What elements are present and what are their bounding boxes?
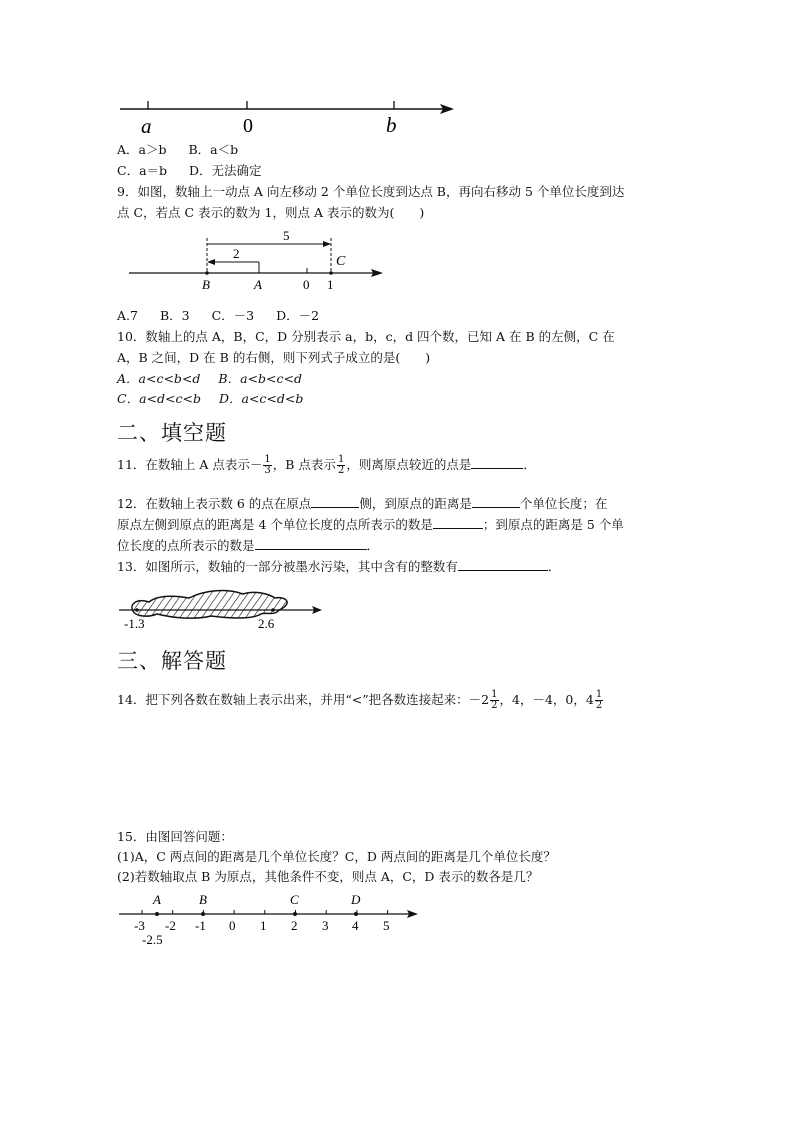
label-a: a: [141, 114, 152, 138]
tick-label: -2: [165, 918, 176, 933]
q11-line: [117, 455, 536, 476]
label-two: 2: [233, 246, 240, 261]
label-point-d: D: [351, 892, 361, 907]
label-b: b: [386, 113, 397, 137]
q8-option-b[interactable]: B．a＜b: [188, 142, 239, 157]
q10-options-row1: [117, 370, 302, 387]
q9-option-a[interactable]: A.7: [117, 308, 138, 323]
label-point-b: B: [202, 277, 210, 292]
q10-options-row2: [117, 390, 303, 407]
label-a-value: -2.5: [142, 932, 163, 947]
q10-line2: A，B 之间，D 在 B 的右侧，则下列式子成立的是( ): [117, 350, 431, 365]
label-point-c: C: [290, 892, 299, 907]
fraction-one-half: $\frac{1}{2}$: [491, 689, 498, 711]
q12-line3: 位长度的点所表示的数是 ．: [117, 538, 380, 553]
label-point-a: A: [153, 892, 161, 907]
label-zero: 0: [303, 277, 310, 292]
q10-option-d[interactable]: D．a<c<d<b: [218, 391, 304, 406]
q8-options-row1: [117, 141, 238, 158]
q8-options-row2: [117, 162, 262, 179]
tick-label: 2: [291, 918, 298, 933]
q15-line3: (2)若数轴取点 B 为原点，其他条件不变，则点 A，C，D 表示的数各是几？: [117, 869, 539, 884]
label-left-value: -1.3: [124, 616, 145, 631]
number-line-figure-q15: [115, 888, 425, 948]
tick-label: 5: [383, 918, 390, 933]
section-title-answer: 三、解答题: [117, 649, 227, 673]
tick-label: 4: [352, 918, 359, 933]
q11-text-4: ．: [523, 457, 536, 472]
label-point-b: B: [199, 892, 207, 907]
label-zero: 0: [243, 115, 253, 137]
q13-answer-blank[interactable]: [458, 558, 548, 571]
q9-options: [117, 307, 319, 324]
number-line-figure-q8: [110, 96, 470, 140]
tick-label: -1: [195, 918, 206, 933]
q12-blank-side[interactable]: [311, 495, 359, 508]
fraction-one-third: $\frac{1}{3}$: [264, 454, 271, 476]
q9-option-d[interactable]: D．－2: [276, 308, 320, 323]
tick-label: 1: [260, 918, 267, 933]
q8-option-d[interactable]: D．无法确定: [189, 163, 262, 178]
q12-line2: 原点左侧到原点的距离是 4 个单位长度的点所表示的数是 ；到原点的距离是 5 个单: [117, 517, 624, 532]
label-one: 1: [327, 277, 334, 292]
ink-stained-number-line: [115, 584, 330, 634]
q12-blank-left-number[interactable]: [433, 516, 483, 529]
q9-option-b[interactable]: B．3: [159, 308, 190, 323]
q9-line2: 点 C，若点 C 表示的数为 1，则点 A 表示的数为( ): [117, 205, 425, 220]
q8-option-c[interactable]: C．a＝b: [117, 163, 168, 178]
q12-line1: 12．在数轴上表示数 6 的点在原点 侧，到原点的距离是 个单位长度；在: [117, 496, 608, 511]
number-line-figure-q9: [125, 228, 390, 296]
label-point-a: A: [254, 277, 262, 292]
fraction-one-half: $\frac{1}{2}$: [595, 689, 603, 711]
q14-line: 14．把下列各数在数轴上表示出来，并用“<”把各数连接起来：－2 $\frac{1}{2}$ ，4，－4，0，4 $\frac{1}{2}$: [117, 689, 603, 711]
q12-blank-distance[interactable]: [472, 495, 520, 508]
q10-option-b[interactable]: B．a<b<c<d: [218, 371, 302, 386]
q11-text-1: 11．在数轴上 A 点表示－: [117, 457, 263, 472]
label-five: 5: [283, 228, 290, 243]
q9-line1: 9．如图，数轴上一动点 A 向左移动 2 个单位长度到达点 B，再向右移动 5 个单位长度到达: [117, 184, 625, 199]
q11-text-2: ，B 点表示: [272, 457, 336, 472]
q12-blank-five-units[interactable]: [255, 537, 367, 550]
q9-option-c[interactable]: C．－3: [211, 308, 255, 323]
q15-line1: 15．由图回答问题：: [117, 829, 233, 844]
tick-label: 3: [322, 918, 329, 933]
q11-text-3: ，则离原点较近的点是: [346, 457, 472, 472]
tick-label: -3: [134, 918, 145, 933]
q15-line2: (1)A，C 两点间的距离是几个单位长度？C，D 两点间的距离是几个单位长度？: [117, 849, 556, 864]
tick-label: 0: [229, 918, 236, 933]
q10-option-c[interactable]: C．a<d<c<b: [117, 391, 201, 406]
q10-line1: 10．数轴上的点 A，B，C，D 分别表示 a，b，c，d 四个数，已知 A 在 B 的左侧，C 在: [117, 329, 615, 344]
q13-line: 13．如图所示，数轴的一部分被墨水污染，其中含有的整数有 ．: [117, 559, 561, 574]
section-title-fill-blank: 二、填空题: [117, 421, 227, 445]
label-point-c: C: [336, 254, 346, 269]
fraction-one-half: $\frac{1}{2}$: [337, 454, 345, 476]
q10-option-a[interactable]: A．a<c<b<d: [117, 371, 201, 386]
q8-option-a[interactable]: A．a＞b: [117, 142, 167, 157]
q11-answer-blank[interactable]: [471, 456, 523, 469]
label-right-value: 2.6: [258, 616, 275, 631]
